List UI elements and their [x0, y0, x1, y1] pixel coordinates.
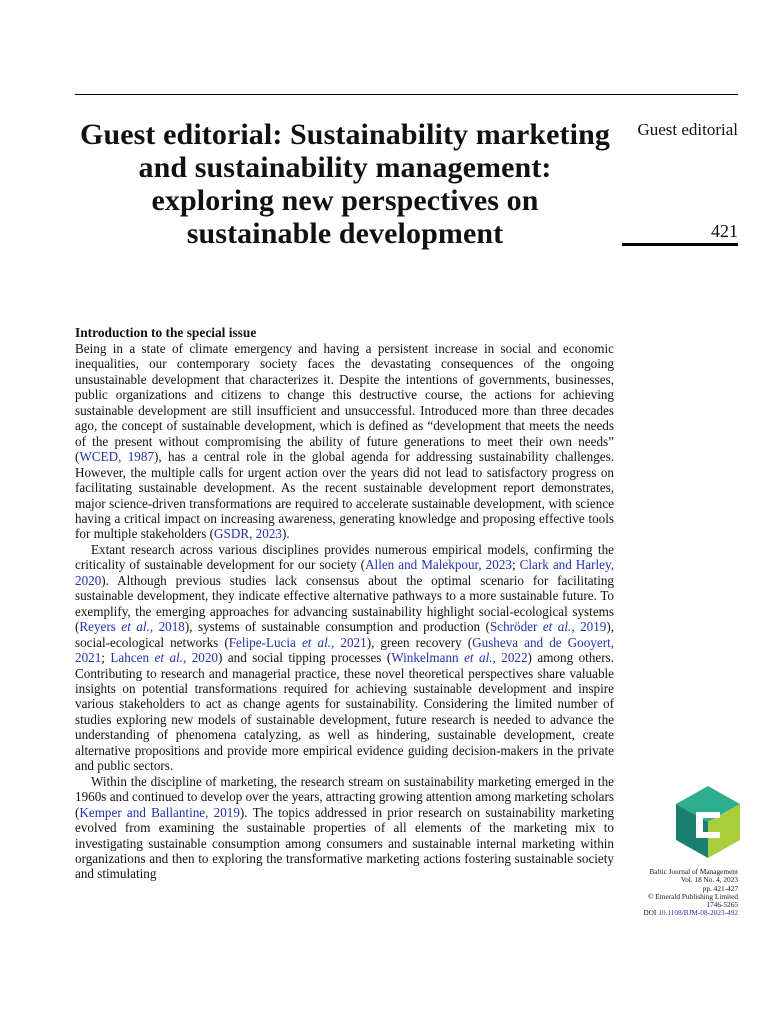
citation-etal: et al.	[121, 619, 150, 635]
citation-year: , 2022	[492, 650, 528, 666]
citation-link[interactable]	[391, 650, 527, 665]
text-run: ).	[281, 526, 290, 542]
text-run: Being in a state of climate emergency and having a persistent increase in social and economic inequalities, our contemporary society faces the devastating consequences of the ongoing unsustainable development that characterizes it. Despite the intentions of governments, businesses, public organizations and citizens to change this destructive course, the actions for achieving sustainable development are still insufficient and unsuccessful. Introduced more than three decades ago, the concept of sustainable development, which is defined as “development that meets the needs of the present without compromising the ability of future generations to meet their own needs” (	[75, 341, 614, 465]
text-run: ), has a central role in the global agenda for addressing sustainability challenges. However, the multiple calls for urgent action over the years did not lead to satisfactory progress on facilitating sustainable development. As the recent sustainable development report demonstrates, major science-driven transformations are required to accelerate sustainable development, with science having a critical impact on increasing awareness, generating knowledge and proposing effective tools for multiple stakeholders (	[75, 449, 614, 542]
citation-link[interactable]	[229, 635, 367, 650]
citation-link[interactable]: Allen and Malekpour, 2023	[365, 557, 512, 573]
text-run: ), green recovery (	[366, 634, 473, 650]
article-body	[75, 325, 614, 882]
paragraph-2	[75, 542, 614, 774]
citation-link[interactable]: WCED, 1987	[79, 449, 154, 465]
paragraph-3	[75, 774, 614, 882]
doi-label: DOI	[643, 908, 657, 918]
citation-year: , 2020	[182, 650, 218, 666]
citation-link[interactable]	[110, 650, 218, 665]
citation-author: Winkelmann	[391, 650, 465, 666]
journal-metadata	[612, 868, 738, 918]
text-run: ), social-ecological networks (	[75, 619, 615, 650]
citation-etal: et al.	[301, 634, 332, 650]
text-run: ), systems of sustainable consumption and production (	[184, 619, 490, 635]
running-head: Guest editorial	[637, 120, 738, 139]
journal-pages: pp. 421-427	[702, 883, 738, 893]
text-run: ;	[101, 650, 111, 666]
citation-etal: et al.	[542, 619, 572, 635]
citation-link[interactable]: Kemper and Ballantine, 2019	[79, 804, 240, 820]
article-title: Guest editorial: Sustainability marketing and sustainability management: exploring new perspectives on sustainable development	[80, 118, 610, 250]
citation-author: Lahcen	[110, 650, 155, 666]
text-run: Extant research across various disciplines provides numerous empirical models, confirming the criticality of sustainable development for our society (	[75, 541, 614, 573]
text-run: Within the discipline of marketing, the research stream on sustainability marketing emerged in the 1960s and continued to develop over the years, attracting growing attention among marketing scholars (	[75, 773, 614, 820]
section-heading: Introduction to the special issue	[75, 325, 257, 340]
citation-link[interactable]: Gusheva and de Gooyert, 2021	[75, 634, 615, 666]
crossmark-logo-icon[interactable]	[676, 786, 740, 858]
citation-link[interactable]	[79, 619, 184, 634]
citation-author: Schröder	[489, 619, 543, 635]
journal-volume: Vol. 18 No. 4, 2023	[680, 875, 738, 885]
page-number: 421	[711, 221, 738, 241]
text-run: ) among others. Contributing to research and managerial practice, these novel theoretical perspectives share valuable insights on potential transformations required for achieving sustainable development and inspire various stakeholders to act as change agents for sustainability. Considering the limited number of studies exploring new models of sustainable development, future research is needed to advance the understanding of phenomena catalyzing, as well as hindering, sustainable development, create alternative propositions and provide more empirical evidence guiding decision-makers in the private and public sectors.	[75, 650, 614, 774]
citation-author: Reyers	[79, 619, 122, 635]
text-run: ) and social tipping processes (	[218, 650, 392, 666]
citation-year: , 2018	[149, 619, 185, 635]
copyright: © Emerald Publishing Limited	[647, 891, 738, 901]
paragraph-1	[75, 341, 614, 542]
citation-link[interactable]: GSDR, 2023	[214, 526, 282, 542]
issn: 1746-5265	[706, 900, 738, 910]
citation-etal: et al.	[154, 650, 183, 666]
page-number-rule	[622, 243, 738, 246]
citation-etal: et al.	[464, 650, 493, 666]
citation-year: , 2021	[331, 634, 367, 650]
journal-name: Baltic Journal of Management	[649, 867, 738, 876]
top-rule	[75, 94, 738, 95]
citation-year: , 2019	[571, 619, 607, 635]
text-run: ). The topics addressed in prior research on sustainability marketing evolved from examining the sustainable properties of all elements of the marketing mix to investigating sustainable consumption among consumers and sustainable internal marketing within organizations and then to exploring the transformative marketing actions fostering sustainable society and stimulating	[75, 804, 614, 882]
citation-link[interactable]: Clark and Harley, 2020	[75, 557, 614, 588]
doi-line	[612, 909, 738, 917]
text-run: ;	[511, 557, 520, 573]
citation-link[interactable]	[490, 619, 606, 634]
citation-author: Felipe-Lucia	[228, 634, 302, 650]
doi-link[interactable]: 10.1108/BJM-08-2023-492	[658, 908, 738, 918]
text-run: ). Although previous studies lack consensus about the optimal scenario for facilitating sustainable development, they indicate effective alternative pathways to a more sustainable future. To exemplify, the emerging approaches for advancing sustainability highlight social-ecological systems (	[75, 572, 614, 635]
